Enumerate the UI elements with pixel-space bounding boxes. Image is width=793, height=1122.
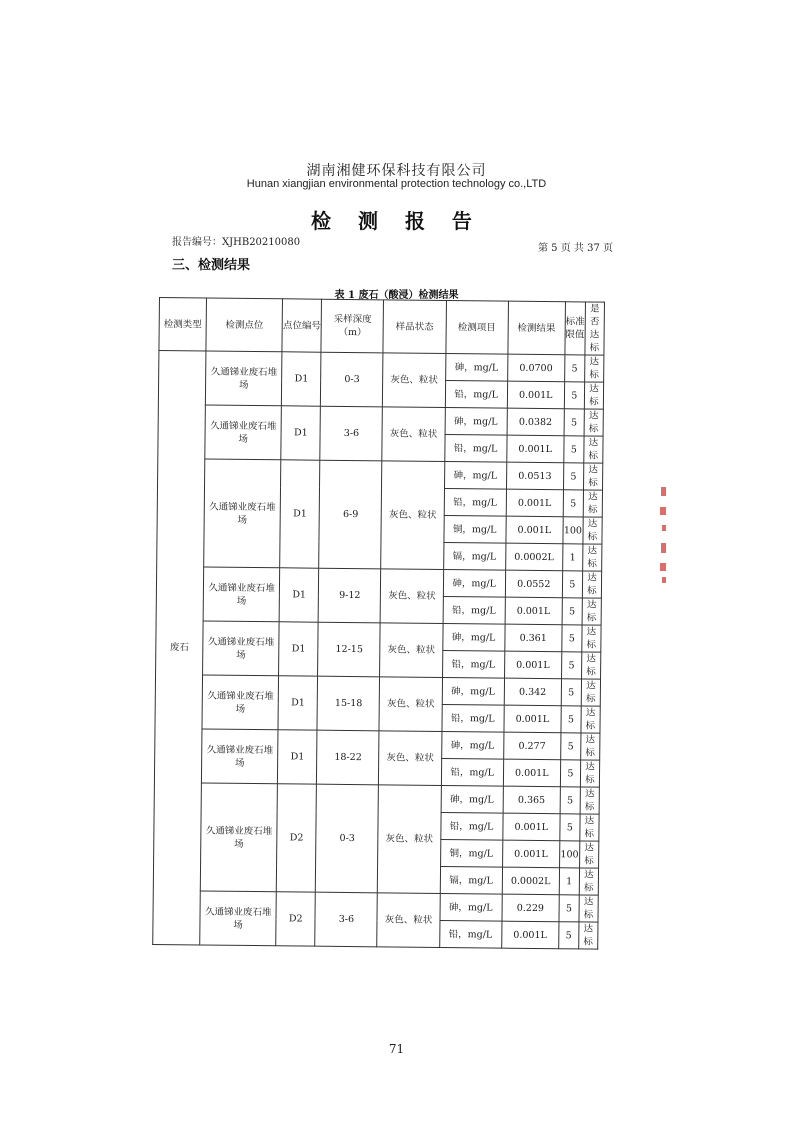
item-cell: 砷，mg/L — [440, 893, 502, 921]
table-row — [158, 458, 603, 490]
compliance-cell: 达标 — [581, 679, 600, 706]
compliance-cell: 达标 — [579, 922, 598, 949]
sample-state-cell: 灰色、粒状 — [380, 623, 443, 678]
item-cell: 铜，mg/L — [440, 839, 502, 867]
sample-state-cell: 灰色、粒状 — [381, 569, 444, 624]
limit-cell: 5 — [564, 355, 584, 382]
result-cell: 0.0002L — [505, 543, 562, 571]
table-row — [156, 566, 601, 598]
limit-cell: 5 — [564, 382, 584, 409]
result-cell: 0.342 — [504, 678, 561, 706]
item-cell: 铅，mg/L — [440, 812, 502, 840]
result-cell: 0.001L — [506, 435, 563, 463]
limit-cell: 5 — [563, 490, 583, 517]
depth-cell: 18-22 — [317, 730, 380, 785]
seal-stamp-fragment — [655, 485, 671, 585]
point-code-cell: D1 — [278, 730, 318, 784]
point-code-cell: D2 — [277, 784, 317, 892]
results-table — [152, 297, 605, 950]
limit-cell: 5 — [564, 409, 584, 436]
limit-cell: 5 — [560, 814, 580, 841]
table-row — [154, 782, 599, 814]
limit-cell: 5 — [562, 571, 582, 598]
result-cell: 0.0513 — [506, 462, 563, 490]
location-cell: 久通锑业废石堆场 — [202, 675, 279, 730]
limit-cell: 100 — [563, 517, 583, 544]
result-cell: 0.001L — [506, 489, 563, 517]
item-cell: 砷，mg/L — [443, 569, 505, 597]
table-row — [158, 404, 603, 436]
compliance-cell: 达标 — [583, 544, 602, 571]
limit-cell: 5 — [561, 706, 581, 733]
limit-cell: 5 — [560, 787, 580, 814]
table-row — [155, 674, 600, 706]
location-cell: 久通锑业废石堆场 — [203, 567, 280, 622]
limit-cell: 5 — [561, 733, 581, 760]
header-cell: 采样深度（m） — [321, 299, 384, 353]
header-cell: 点位编号 — [282, 299, 322, 352]
header-cell: 检测结果 — [508, 301, 566, 355]
table-row — [153, 890, 598, 922]
location-cell: 久通锑业废石堆场 — [204, 459, 281, 568]
compliance-cell: 达标 — [583, 490, 602, 517]
result-cell: 0.001L — [505, 597, 562, 625]
point-code-cell: D1 — [278, 676, 318, 730]
point-code-cell: D1 — [279, 568, 319, 622]
page-number: 71 — [388, 1042, 405, 1056]
item-cell: 铅，mg/L — [443, 596, 505, 624]
depth-cell: 12-15 — [318, 622, 381, 677]
item-cell: 铅，mg/L — [444, 488, 506, 516]
item-cell: 镉，mg/L — [440, 866, 502, 894]
compliance-cell: 达标 — [580, 760, 599, 787]
header-cell: 检测点位 — [206, 298, 283, 352]
compliance-cell: 达标 — [579, 841, 598, 868]
compliance-cell: 达标 — [583, 463, 602, 490]
item-cell: 镉，mg/L — [443, 542, 505, 570]
item-cell: 铅，mg/L — [441, 758, 503, 786]
header-cell: 检测类型 — [159, 298, 207, 351]
location-cell: 久通锑业废石堆场 — [205, 405, 282, 460]
header-cell: 标准限值 — [565, 302, 586, 355]
item-cell: 铜，mg/L — [444, 515, 506, 543]
result-cell: 0.0382 — [507, 408, 564, 436]
item-cell: 铅，mg/L — [444, 434, 506, 462]
item-cell: 砷，mg/L — [441, 731, 503, 759]
compliance-cell: 达标 — [579, 868, 598, 895]
result-cell: 0.001L — [504, 651, 561, 679]
location-cell: 久通锑业废石堆场 — [202, 729, 279, 784]
compliance-cell: 达标 — [579, 895, 598, 922]
limit-cell: 5 — [559, 922, 579, 949]
depth-cell: 15-18 — [317, 676, 380, 731]
table-row — [155, 728, 600, 760]
item-cell: 砷，mg/L — [442, 677, 504, 705]
depth-cell: 3-6 — [320, 406, 383, 461]
result-cell: 0.001L — [503, 759, 560, 787]
compliance-cell: 达标 — [583, 517, 602, 544]
compliance-cell: 达标 — [581, 652, 600, 679]
compliance-cell: 达标 — [584, 409, 603, 436]
result-cell: 0.001L — [506, 516, 563, 544]
location-cell: 久通锑业废石堆场 — [200, 783, 277, 892]
page-info: 第 5 页 共 37 页 — [538, 243, 613, 254]
compliance-cell: 达标 — [582, 571, 601, 598]
depth-cell: 0-3 — [316, 784, 379, 893]
point-code-cell: D1 — [282, 352, 322, 406]
result-cell: 0.361 — [505, 624, 562, 652]
company-name-cn: 湖南湘健环保科技有限公司 — [306, 163, 487, 179]
company-name-en: Hunan xiangjian environmental protection technology co.,LTD — [246, 178, 547, 190]
limit-cell: 100 — [559, 841, 579, 868]
result-cell: 0.001L — [502, 840, 559, 868]
table-row — [159, 351, 604, 383]
location-cell: 久通锑业废石堆场 — [205, 351, 282, 406]
item-cell: 砷，mg/L — [441, 785, 503, 813]
compliance-cell: 达标 — [582, 625, 601, 652]
item-cell: 铅，mg/L — [445, 381, 507, 409]
result-cell: 0.0002L — [502, 867, 559, 895]
result-cell: 0.001L — [501, 921, 558, 949]
limit-cell: 5 — [561, 679, 581, 706]
report-number: 报告编号：XJHB20210080 — [172, 237, 301, 248]
item-cell: 铅，mg/L — [442, 704, 504, 732]
compliance-cell: 达标 — [584, 355, 603, 382]
location-cell: 久通锑业废石堆场 — [200, 891, 277, 946]
compliance-cell: 达标 — [581, 706, 600, 733]
section-title: 三、检测结果 — [172, 258, 251, 273]
result-cell: 0.001L — [504, 705, 561, 733]
compliance-cell: 达标 — [581, 733, 600, 760]
header-cell: 检测项目 — [446, 301, 509, 355]
compliance-cell: 达标 — [580, 787, 599, 814]
header-cell: 是否达标 — [585, 302, 605, 355]
depth-cell: 9-12 — [318, 568, 381, 623]
limit-cell: 5 — [559, 895, 579, 922]
result-cell: 0.0552 — [505, 570, 562, 598]
compliance-cell: 达标 — [584, 436, 603, 463]
limit-cell: 5 — [561, 652, 581, 679]
point-code-cell: D2 — [276, 892, 316, 946]
header-cell: 样品状态 — [383, 300, 446, 354]
table-body — [153, 351, 604, 950]
point-code-cell: D1 — [280, 460, 320, 568]
result-cell: 0.001L — [503, 813, 560, 841]
sample-state-cell: 灰色、粒状 — [378, 785, 441, 894]
sample-state-cell: 灰色、粒状 — [377, 893, 440, 948]
depth-cell: 0-3 — [321, 352, 384, 407]
sample-state-cell: 灰色、粒状 — [379, 677, 442, 732]
compliance-cell: 达标 — [584, 382, 603, 409]
table-row — [156, 620, 601, 652]
result-cell: 0.277 — [503, 732, 560, 760]
result-cell: 0.0700 — [507, 354, 564, 382]
item-cell: 砷，mg/L — [445, 408, 507, 436]
limit-cell: 5 — [563, 463, 583, 490]
item-cell: 铅，mg/L — [439, 920, 501, 948]
depth-cell: 6-9 — [319, 460, 382, 569]
result-cell: 0.229 — [502, 894, 559, 922]
limit-cell: 1 — [562, 544, 582, 571]
sample-state-cell: 灰色、粒状 — [381, 461, 444, 570]
item-cell: 砷，mg/L — [444, 461, 506, 489]
limit-cell: 5 — [560, 760, 580, 787]
compliance-cell: 达标 — [582, 598, 601, 625]
compliance-cell: 达标 — [580, 814, 599, 841]
item-cell: 砷，mg/L — [442, 623, 504, 651]
table-header-row — [159, 298, 605, 356]
report-title: 检 测 报 告 — [311, 209, 482, 233]
location-cell: 久通锑业废石堆场 — [203, 621, 280, 676]
depth-cell: 3-6 — [315, 892, 378, 947]
item-cell: 砷，mg/L — [445, 354, 507, 382]
sample-state-cell: 灰色、粒状 — [382, 407, 445, 462]
limit-cell: 5 — [562, 598, 582, 625]
result-cell: 0.001L — [507, 381, 564, 409]
sample-state-cell: 灰色、粒状 — [379, 731, 442, 786]
limit-cell: 5 — [564, 436, 584, 463]
item-cell: 铅，mg/L — [442, 650, 504, 678]
limit-cell: 5 — [562, 625, 582, 652]
sample-state-cell: 灰色、粒状 — [383, 353, 446, 408]
table-caption: 表 1 废石（酸浸）检测结果 — [334, 290, 459, 301]
result-cell: 0.365 — [503, 786, 560, 814]
point-code-cell: D1 — [279, 622, 319, 676]
point-code-cell: D1 — [281, 406, 321, 460]
type-cell: 废石 — [153, 351, 206, 945]
limit-cell: 1 — [559, 868, 579, 895]
